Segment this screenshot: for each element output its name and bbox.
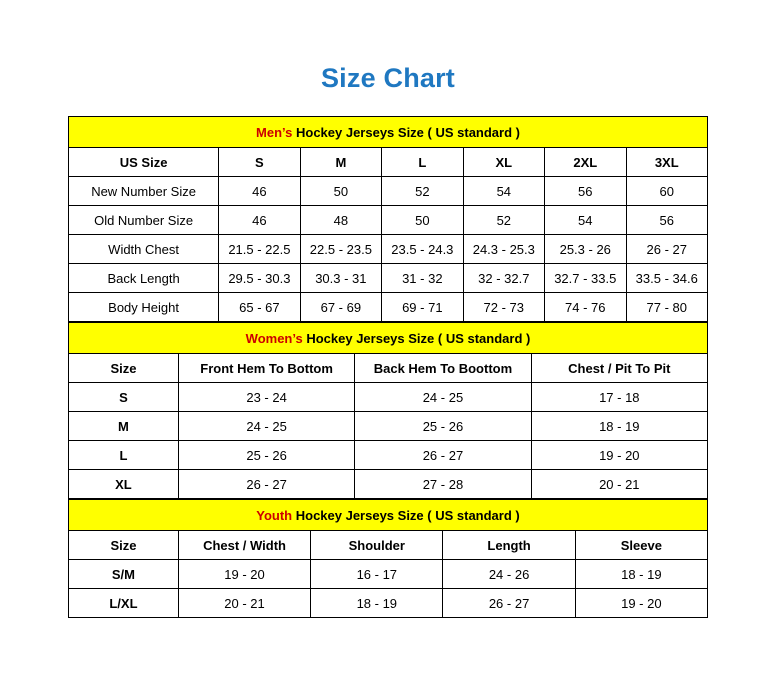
- table-cell: 24 - 26: [443, 560, 575, 589]
- table-cell: 16 - 17: [311, 560, 443, 589]
- table-row: [69, 293, 708, 322]
- table-cell: 25.3 - 26: [545, 235, 626, 264]
- table-cell: 77 - 80: [626, 293, 708, 322]
- youth-section-heading: [69, 500, 708, 531]
- table-cell: 50: [300, 177, 381, 206]
- table-cell: 18 - 19: [575, 560, 707, 589]
- table-cell: 46: [219, 206, 300, 235]
- womens-heading-rest: Hockey Jerseys Size ( US standard ): [302, 330, 531, 346]
- table-cell: 67 - 69: [300, 293, 381, 322]
- column-header: M: [300, 148, 381, 177]
- table-cell: 23.5 - 24.3: [382, 235, 463, 264]
- column-header: Length: [443, 531, 575, 560]
- table-cell: 52: [463, 206, 544, 235]
- table-cell: 19 - 20: [531, 441, 707, 470]
- section-header-row: [69, 117, 708, 148]
- table-header-row: [69, 531, 708, 560]
- table-row: [69, 206, 708, 235]
- column-header: L: [382, 148, 463, 177]
- table-cell: 26 - 27: [443, 589, 575, 618]
- womens-size-table: [68, 322, 708, 499]
- table-cell: 56: [545, 177, 626, 206]
- table-row: [69, 441, 708, 470]
- column-header: 3XL: [626, 148, 708, 177]
- column-header: US Size: [69, 148, 219, 177]
- table-cell: 65 - 67: [219, 293, 300, 322]
- mens-size-table: [68, 116, 708, 322]
- row-label: L/XL: [69, 589, 179, 618]
- table-cell: 56: [626, 206, 708, 235]
- size-chart-tables: [68, 116, 708, 618]
- table-cell: 46: [219, 177, 300, 206]
- table-cell: 48: [300, 206, 381, 235]
- table-cell: 60: [626, 177, 708, 206]
- section-header-row: [69, 323, 708, 354]
- section-header-row: [69, 500, 708, 531]
- column-header: XL: [463, 148, 544, 177]
- row-label: Back Length: [69, 264, 219, 293]
- column-header: 2XL: [545, 148, 626, 177]
- table-cell: 19 - 20: [178, 560, 310, 589]
- table-row: [69, 412, 708, 441]
- column-header: Front Hem To Bottom: [178, 354, 354, 383]
- table-cell: 29.5 - 30.3: [219, 264, 300, 293]
- table-cell: 24 - 25: [355, 383, 531, 412]
- column-header: Chest / Width: [178, 531, 310, 560]
- youth-heading-accent: Youth: [256, 507, 293, 523]
- column-header: Shoulder: [311, 531, 443, 560]
- table-cell: 17 - 18: [531, 383, 707, 412]
- table-row: [69, 264, 708, 293]
- table-cell: 18 - 19: [311, 589, 443, 618]
- youth-size-table: [68, 499, 708, 618]
- row-label: New Number Size: [69, 177, 219, 206]
- table-cell: 31 - 32: [382, 264, 463, 293]
- column-header: Size: [69, 531, 179, 560]
- table-header-row: [69, 148, 708, 177]
- row-label: M: [69, 412, 179, 441]
- table-cell: 27 - 28: [355, 470, 531, 499]
- column-header: Sleeve: [575, 531, 707, 560]
- table-cell: 20 - 21: [531, 470, 707, 499]
- table-row: [69, 235, 708, 264]
- table-cell: 21.5 - 22.5: [219, 235, 300, 264]
- womens-heading-accent: Women’s: [245, 330, 303, 346]
- row-label: S: [69, 383, 179, 412]
- table-cell: 54: [463, 177, 544, 206]
- table-cell: 33.5 - 34.6: [626, 264, 708, 293]
- table-cell: 20 - 21: [178, 589, 310, 618]
- row-label: XL: [69, 470, 179, 499]
- column-header: Size: [69, 354, 179, 383]
- table-cell: 25 - 26: [178, 441, 354, 470]
- table-row: [69, 383, 708, 412]
- table-cell: 74 - 76: [545, 293, 626, 322]
- table-cell: 24 - 25: [178, 412, 354, 441]
- table-cell: 54: [545, 206, 626, 235]
- table-header-row: [69, 354, 708, 383]
- table-cell: 22.5 - 23.5: [300, 235, 381, 264]
- table-row: [69, 177, 708, 206]
- mens-section-heading: [69, 117, 708, 148]
- row-label: Body Height: [69, 293, 219, 322]
- table-cell: 18 - 19: [531, 412, 707, 441]
- column-header: Back Hem To Boottom: [355, 354, 531, 383]
- table-cell: 26 - 27: [626, 235, 708, 264]
- row-label: Old Number Size: [69, 206, 219, 235]
- row-label: L: [69, 441, 179, 470]
- youth-heading-rest: Hockey Jerseys Size ( US standard ): [292, 507, 520, 523]
- table-cell: 72 - 73: [463, 293, 544, 322]
- page-title: Size Chart: [320, 63, 456, 93]
- table-cell: 30.3 - 31: [300, 264, 381, 293]
- table-cell: 52: [382, 177, 463, 206]
- table-cell: 26 - 27: [355, 441, 531, 470]
- table-cell: 32 - 32.7: [463, 264, 544, 293]
- mens-heading-accent: Men’s: [256, 124, 293, 140]
- table-cell: 25 - 26: [355, 412, 531, 441]
- column-header: Chest / Pit To Pit: [531, 354, 707, 383]
- table-cell: 69 - 71: [382, 293, 463, 322]
- table-cell: 32.7 - 33.5: [545, 264, 626, 293]
- row-label: Width Chest: [69, 235, 219, 264]
- table-cell: 24.3 - 25.3: [463, 235, 544, 264]
- womens-section-heading: [69, 323, 708, 354]
- row-label: S/M: [69, 560, 179, 589]
- table-cell: 23 - 24: [178, 383, 354, 412]
- table-row: [69, 470, 708, 499]
- table-cell: 26 - 27: [178, 470, 354, 499]
- column-header: S: [219, 148, 300, 177]
- mens-heading-rest: Hockey Jerseys Size ( US standard ): [292, 124, 520, 140]
- table-row: [69, 589, 708, 618]
- table-cell: 19 - 20: [575, 589, 707, 618]
- table-row: [69, 560, 708, 589]
- table-cell: 50: [382, 206, 463, 235]
